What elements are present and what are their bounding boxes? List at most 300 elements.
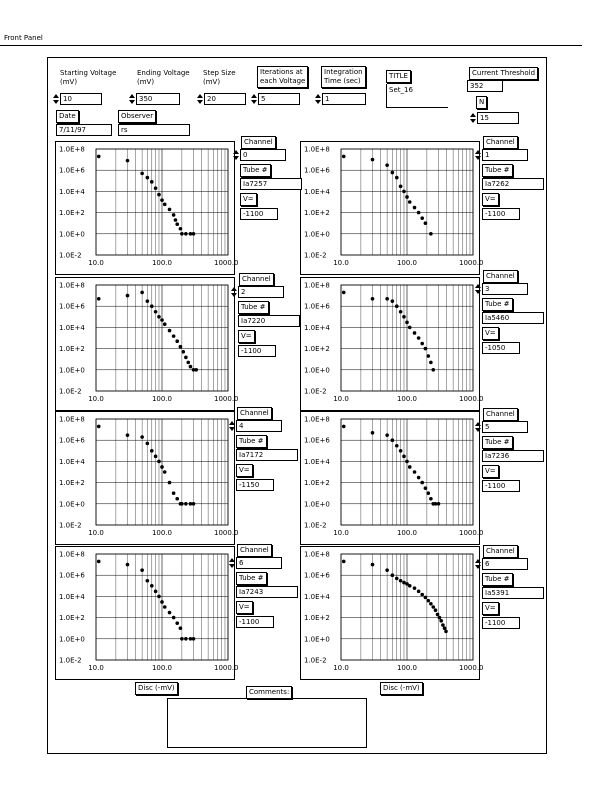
data-point <box>172 491 176 495</box>
data-point <box>437 502 441 506</box>
data-point <box>431 368 435 372</box>
step-size-spinner[interactable] <box>197 93 203 105</box>
data-point <box>426 599 430 603</box>
data-point <box>385 163 389 167</box>
data-point <box>157 315 161 319</box>
channel-spinner-0[interactable] <box>233 149 239 161</box>
channel-label-7: Channel <box>483 545 518 558</box>
x-tick-label: 100.0 <box>151 529 173 537</box>
data-point <box>417 336 421 340</box>
step-size-label: Step Size (mV) <box>203 69 236 86</box>
y-tick-label: 1.0E+0 <box>59 500 85 509</box>
data-point <box>420 342 424 346</box>
v-label-4: V= <box>236 464 253 477</box>
data-point <box>160 465 164 469</box>
tube-field-0[interactable]: Ia7257 <box>240 178 302 190</box>
channel-label-0: Channel <box>241 136 276 149</box>
data-point <box>391 438 395 442</box>
channel-field-6[interactable]: 6 <box>236 557 282 569</box>
y-tick-label: 1.0E+6 <box>304 571 330 580</box>
starting-voltage-spinner[interactable] <box>53 93 59 105</box>
v-label-6: V= <box>236 601 253 614</box>
y-tick-label: 1.0E+4 <box>304 323 330 332</box>
data-point <box>399 185 403 189</box>
x-axis-label-7: Disc (-mV) <box>380 682 423 695</box>
plot-panel-5 <box>300 411 484 545</box>
x-tick-label: 10.0 <box>88 395 104 403</box>
data-point <box>413 470 417 474</box>
data-point <box>168 611 172 615</box>
y-tick-label: 1.0E+8 <box>59 550 85 559</box>
data-point <box>436 613 440 617</box>
data-point <box>184 502 188 506</box>
data-point <box>408 465 412 469</box>
tube-field-7[interactable]: Ia5391 <box>482 587 544 599</box>
x-tick-label: 100.0 <box>151 664 173 672</box>
title-label: TITLE <box>386 70 411 83</box>
x-tick-label: 1000.0 <box>459 664 484 672</box>
x-tick-label: 100.0 <box>396 395 418 403</box>
data-point <box>146 299 150 303</box>
data-point <box>444 630 448 634</box>
data-point <box>399 310 403 314</box>
data-point <box>174 218 178 222</box>
starting-voltage-field[interactable]: 10 <box>60 93 102 105</box>
data-point <box>154 590 158 594</box>
y-tick-label: 1.0E-2 <box>59 251 82 260</box>
data-point <box>417 476 421 480</box>
data-point <box>146 579 150 583</box>
data-point <box>140 435 144 439</box>
channel-spinner-7[interactable] <box>475 558 481 570</box>
data-point <box>371 563 375 567</box>
y-tick-label: 1.0E+0 <box>304 366 330 375</box>
tube-label-0: Tube # <box>240 164 271 177</box>
tube-label-4: Tube # <box>236 435 267 448</box>
x-tick-label: 100.0 <box>396 259 418 267</box>
data-point <box>420 216 424 220</box>
tube-field-6[interactable]: Ia7243 <box>236 586 298 598</box>
x-tick-label: 10.0 <box>88 664 104 672</box>
data-point <box>417 590 421 594</box>
data-point <box>402 315 406 319</box>
data-point <box>126 433 130 437</box>
data-point <box>192 502 196 506</box>
tube-label-3: Tube # <box>482 298 513 311</box>
title-field[interactable] <box>386 84 448 108</box>
data-point <box>97 155 101 159</box>
data-point <box>160 198 164 202</box>
y-tick-label: 1.0E+8 <box>59 145 85 154</box>
plot-panel-3 <box>300 277 484 411</box>
data-point <box>97 560 101 564</box>
data-point <box>189 365 193 369</box>
tube-label-2: Tube # <box>238 301 269 314</box>
ending-voltage-label: Ending Voltage (mV) <box>137 69 190 86</box>
plot-svg-7 <box>301 547 484 681</box>
y-tick-label: 1.0E-2 <box>304 656 327 665</box>
plot-svg-2 <box>56 278 239 412</box>
iterations-field[interactable]: 5 <box>258 93 300 105</box>
x-tick-label: 1000.0 <box>214 664 239 672</box>
data-point <box>402 190 406 194</box>
v-field-4[interactable]: -1150 <box>236 479 274 491</box>
data-point <box>417 211 421 215</box>
data-point <box>172 213 176 217</box>
y-tick-label: 1.0E+6 <box>59 302 85 311</box>
data-point <box>184 637 188 641</box>
v-field-1[interactable]: -1100 <box>482 208 520 220</box>
data-point <box>431 605 435 609</box>
data-point <box>154 455 158 459</box>
y-tick-label: 1.0E+2 <box>59 209 85 218</box>
channel-spinner-6[interactable] <box>229 557 235 569</box>
data-point <box>395 444 399 448</box>
plot-svg-6 <box>56 547 239 681</box>
data-point <box>413 206 417 210</box>
plot-panel-4 <box>55 411 239 545</box>
ending-voltage-field[interactable]: 350 <box>136 93 180 105</box>
tube-label-6: Tube # <box>236 572 267 585</box>
tube-label-5: Tube # <box>482 436 513 449</box>
data-point <box>429 232 433 236</box>
tube-label-1: Tube # <box>482 164 513 177</box>
x-tick-label: 1000.0 <box>214 259 239 267</box>
data-point <box>150 180 154 184</box>
channel-spinner-3[interactable] <box>475 283 481 295</box>
v-field-3[interactable]: -1050 <box>482 342 520 354</box>
plot-svg-5 <box>301 412 484 546</box>
current-threshold-label: Current Threshold <box>469 67 538 80</box>
channel-label-3: Channel <box>483 270 518 283</box>
tube-field-5[interactable]: Ia7236 <box>482 450 544 462</box>
data-point <box>342 155 346 159</box>
y-tick-label: 1.0E+6 <box>304 436 330 445</box>
v-field-2[interactable]: -1100 <box>238 345 276 357</box>
tube-field-4[interactable]: Ia7172 <box>236 449 298 461</box>
data-point <box>150 304 154 308</box>
observer-label: Observer <box>118 110 156 123</box>
channel-spinner-4[interactable] <box>229 420 235 432</box>
y-tick-label: 1.0E+2 <box>59 614 85 623</box>
channel-label-6: Channel <box>237 544 272 557</box>
data-point <box>408 200 412 204</box>
data-point <box>97 297 101 301</box>
x-tick-label: 10.0 <box>88 529 104 537</box>
data-point <box>429 602 433 606</box>
comments-field[interactable] <box>167 698 367 748</box>
channel-field-1[interactable]: 1 <box>482 149 528 161</box>
x-tick-label: 1000.0 <box>459 529 484 537</box>
y-tick-label: 1.0E-2 <box>59 387 82 396</box>
v-label-3: V= <box>482 327 499 340</box>
data-point <box>429 361 433 365</box>
data-point <box>180 502 184 506</box>
tube-field-2[interactable]: Ia7220 <box>238 315 300 327</box>
channel-field-2[interactable]: 2 <box>238 286 284 298</box>
x-tick-label: 10.0 <box>333 259 349 267</box>
plot-svg-0 <box>56 142 239 276</box>
channel-spinner-5[interactable] <box>475 421 481 433</box>
v-field-6[interactable]: -1100 <box>236 616 274 628</box>
y-tick-label: 1.0E+0 <box>59 230 85 239</box>
v-label-2: V= <box>238 330 255 343</box>
y-tick-label: 1.0E+8 <box>304 415 330 424</box>
data-point <box>391 299 395 303</box>
y-tick-label: 1.0E+4 <box>304 457 330 466</box>
data-point <box>179 345 183 349</box>
y-tick-label: 1.0E+0 <box>304 635 330 644</box>
data-point <box>160 318 164 322</box>
y-tick-label: 1.0E+4 <box>304 187 330 196</box>
data-point <box>179 626 183 630</box>
y-tick-label: 1.0E+0 <box>59 635 85 644</box>
data-point <box>405 460 409 464</box>
integration-time-label: Integration Time (sec) <box>321 66 366 88</box>
title-value: Set_16 <box>389 86 413 94</box>
integration-time-spinner[interactable] <box>315 93 321 105</box>
channel-label-2: Channel <box>239 273 274 286</box>
date-label: Date <box>56 110 79 123</box>
channel-field-3[interactable]: 3 <box>482 283 528 295</box>
data-point <box>168 208 172 212</box>
data-point <box>184 232 188 236</box>
y-tick-label: 1.0E+4 <box>59 187 85 196</box>
y-tick-label: 1.0E+2 <box>59 479 85 488</box>
data-point <box>408 326 412 330</box>
data-point <box>126 294 130 298</box>
y-tick-label: 1.0E+6 <box>59 436 85 445</box>
title-divider <box>0 45 582 46</box>
data-point <box>126 159 130 163</box>
data-point <box>395 577 399 581</box>
data-point <box>186 361 190 365</box>
data-point <box>150 449 154 453</box>
data-point <box>180 637 184 641</box>
data-point <box>402 455 406 459</box>
data-point <box>157 193 161 197</box>
data-point <box>160 600 164 604</box>
data-point <box>146 176 150 180</box>
y-tick-label: 1.0E+8 <box>304 145 330 154</box>
y-tick-label: 1.0E+4 <box>304 592 330 601</box>
n-label: N <box>476 96 487 109</box>
v-label-5: V= <box>482 465 499 478</box>
y-tick-label: 1.0E+6 <box>304 302 330 311</box>
data-point <box>429 497 433 501</box>
data-point <box>385 297 389 301</box>
step-size-field[interactable]: 20 <box>204 93 246 105</box>
plot-svg-1 <box>301 142 484 276</box>
y-tick-label: 1.0E+2 <box>304 614 330 623</box>
x-tick-label: 10.0 <box>333 395 349 403</box>
data-point <box>192 232 196 236</box>
data-point <box>175 497 179 501</box>
current-threshold-field[interactable]: 352 <box>467 80 503 92</box>
y-tick-label: 1.0E+0 <box>304 500 330 509</box>
y-tick-label: 1.0E-2 <box>304 387 327 396</box>
data-point <box>175 621 179 625</box>
plot-svg-3 <box>301 278 484 412</box>
y-tick-label: 1.0E+2 <box>59 345 85 354</box>
x-tick-label: 10.0 <box>333 664 349 672</box>
data-point <box>391 573 395 577</box>
data-point <box>405 195 409 199</box>
plot-panel-2 <box>55 277 239 411</box>
data-point <box>140 172 144 176</box>
n-field[interactable]: 15 <box>477 112 519 124</box>
plot-panel-7 <box>300 546 484 680</box>
comments-label: Comments: <box>246 686 292 699</box>
iterations-spinner[interactable] <box>251 93 257 105</box>
channel-spinner-1[interactable] <box>475 149 481 161</box>
data-point <box>146 442 150 446</box>
ending-voltage-spinner[interactable] <box>129 93 135 105</box>
v-label-1: V= <box>482 193 499 206</box>
x-axis-label-6: Disc (-mV) <box>135 682 178 695</box>
v-field-0[interactable]: -1100 <box>240 208 278 220</box>
y-tick-label: 1.0E+8 <box>59 281 85 290</box>
y-tick-label: 1.0E+2 <box>304 345 330 354</box>
data-point <box>150 584 154 588</box>
y-tick-label: 1.0E-2 <box>304 521 327 530</box>
data-point <box>420 481 424 485</box>
plot-svg-4 <box>56 412 239 546</box>
channel-field-4[interactable]: 4 <box>236 420 282 432</box>
y-tick-label: 1.0E+6 <box>59 571 85 580</box>
y-tick-label: 1.0E+4 <box>59 592 85 601</box>
tube-field-1[interactable]: Ia7262 <box>482 178 544 190</box>
data-point <box>342 291 346 295</box>
data-point <box>194 368 198 372</box>
iterations-label: Iterations at each Voltage <box>257 66 308 88</box>
data-point <box>420 593 424 597</box>
x-tick-label: 1000.0 <box>459 395 484 403</box>
channel-label-5: Channel <box>483 408 518 421</box>
y-tick-label: 1.0E+8 <box>304 281 330 290</box>
channel-label-4: Channel <box>237 407 272 420</box>
data-point <box>126 563 130 567</box>
plot-panel-0 <box>55 141 239 275</box>
y-tick-label: 1.0E-2 <box>59 521 82 530</box>
data-point <box>172 334 176 338</box>
date-field[interactable]: 7/11/97 <box>56 124 112 136</box>
plot-panel-1 <box>300 141 484 275</box>
data-point <box>371 431 375 435</box>
data-point <box>426 491 430 495</box>
integration-time-field[interactable]: 1 <box>322 93 366 105</box>
plot-panel-6 <box>55 546 239 680</box>
data-point <box>424 486 428 490</box>
data-point <box>163 605 167 609</box>
tube-field-3[interactable]: Ia5460 <box>482 312 544 324</box>
data-point <box>140 568 144 572</box>
x-tick-label: 100.0 <box>396 664 418 672</box>
data-point <box>154 310 158 314</box>
channel-field-0[interactable]: 0 <box>240 149 286 161</box>
x-tick-label: 100.0 <box>151 259 173 267</box>
data-point <box>175 222 179 226</box>
data-point <box>424 347 428 351</box>
y-tick-label: 1.0E-2 <box>304 251 327 260</box>
data-point <box>342 560 346 564</box>
data-point <box>434 608 438 612</box>
data-point <box>163 203 167 207</box>
tube-label-7: Tube # <box>482 573 513 586</box>
v-field-7[interactable]: -1100 <box>482 617 520 629</box>
y-tick-label: 1.0E+2 <box>304 209 330 218</box>
channel-field-5[interactable]: 5 <box>482 421 528 433</box>
y-tick-label: 1.0E+8 <box>59 415 85 424</box>
window-title: Front Panel <box>4 34 43 42</box>
x-tick-label: 1000.0 <box>459 259 484 267</box>
data-point <box>395 304 399 308</box>
data-point <box>163 470 167 474</box>
y-tick-label: 1.0E+0 <box>59 366 85 375</box>
data-point <box>168 329 172 333</box>
data-point <box>385 433 389 437</box>
observer-field[interactable]: rs <box>118 124 190 136</box>
data-point <box>172 616 176 620</box>
channel-spinner-2[interactable] <box>231 286 237 298</box>
x-tick-label: 100.0 <box>151 395 173 403</box>
data-point <box>443 626 447 630</box>
data-point <box>424 596 428 600</box>
n-spinner[interactable] <box>470 112 476 124</box>
data-point <box>371 158 375 162</box>
data-point <box>97 425 101 429</box>
x-tick-label: 1000.0 <box>214 529 239 537</box>
x-tick-label: 10.0 <box>333 529 349 537</box>
data-point <box>181 350 185 354</box>
data-point <box>154 186 158 190</box>
y-tick-label: 1.0E-2 <box>59 656 82 665</box>
data-point <box>399 579 403 583</box>
data-point <box>441 623 445 627</box>
data-point <box>426 354 430 358</box>
data-point <box>385 568 389 572</box>
data-point <box>413 586 417 590</box>
data-point <box>180 232 184 236</box>
data-point <box>395 176 399 180</box>
v-label-7: V= <box>482 602 499 615</box>
data-point <box>424 221 428 225</box>
y-tick-label: 1.0E+4 <box>59 323 85 332</box>
data-point <box>438 616 442 620</box>
data-point <box>399 449 403 453</box>
data-point <box>157 595 161 599</box>
v-label-0: V= <box>240 193 257 206</box>
data-point <box>405 321 409 325</box>
data-point <box>140 291 144 295</box>
channel-label-1: Channel <box>483 136 518 149</box>
y-tick-label: 1.0E+0 <box>304 230 330 239</box>
channel-field-7[interactable]: 6 <box>482 558 528 570</box>
data-point <box>163 322 167 326</box>
data-point <box>168 481 172 485</box>
y-tick-label: 1.0E+6 <box>304 166 330 175</box>
y-tick-label: 1.0E+8 <box>304 550 330 559</box>
data-point <box>391 171 395 175</box>
y-tick-label: 1.0E+6 <box>59 166 85 175</box>
data-point <box>371 297 375 301</box>
data-point <box>179 227 183 231</box>
y-tick-label: 1.0E+2 <box>304 479 330 488</box>
data-point <box>413 331 417 335</box>
v-field-5[interactable]: -1100 <box>482 480 520 492</box>
data-point <box>408 584 412 588</box>
starting-voltage-label: Starting Voltage (mV) <box>60 69 117 86</box>
